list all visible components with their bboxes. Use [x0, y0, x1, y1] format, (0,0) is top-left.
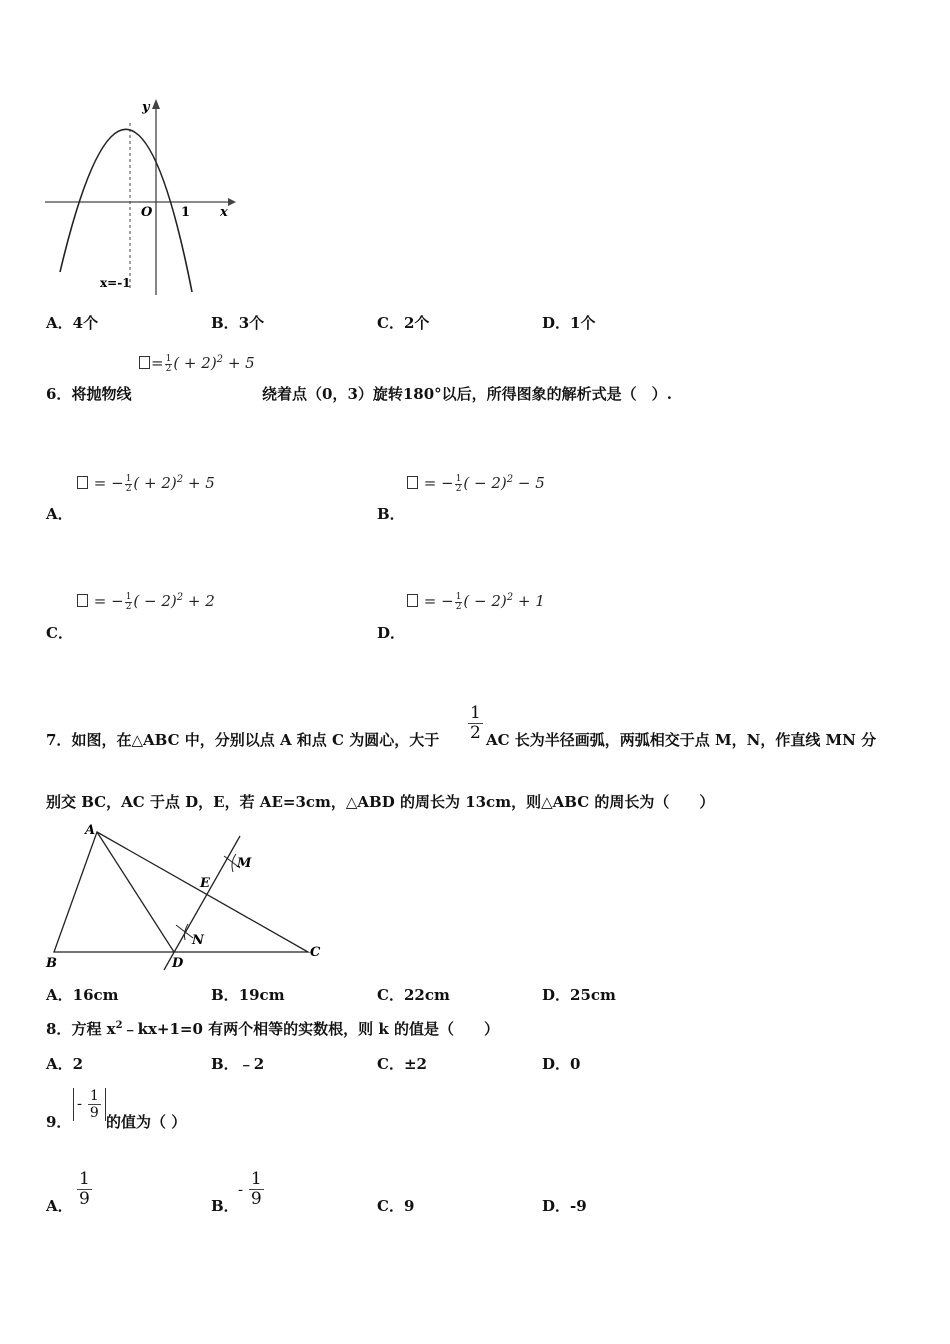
q9-stem-suffix: 的值为（ ） [106, 1113, 187, 1131]
origin-label: O [141, 205, 153, 220]
q8-option-d[interactable]: D．0 [542, 1055, 581, 1073]
q9-option-a-letter[interactable]: A． [46, 1197, 73, 1215]
q9-number: 9． [46, 1113, 72, 1131]
q6-number: 6． [46, 385, 72, 403]
q7-option-b[interactable]: B．19cm [211, 986, 285, 1004]
q7-option-a[interactable]: A．16cm [46, 986, 119, 1004]
x-axis-arrow [228, 198, 236, 206]
label-n: N [192, 933, 204, 948]
q9-option-c[interactable]: C．9 [377, 1197, 415, 1215]
q7-stem-line1-right: AC 长为半径画弧，两弧相交于点 M，N，作直线 MN 分 [486, 731, 877, 749]
q8-stem: 8．方程 $x^2﹣kx+1=0$ 有两个相等的实数根，则 k 的值是（ ） [46, 1020, 499, 1038]
y-axis-arrow [152, 99, 160, 109]
q5-option-d[interactable]: D．1个 [542, 314, 596, 332]
q6-option-b-formula: = − $\frac{1}{2}$ ( − 2)$^2$ − 5 [406, 474, 545, 494]
label-e: E [200, 876, 210, 891]
label-a: A [85, 823, 96, 838]
line-mn [164, 836, 240, 970]
label-m: M [237, 856, 252, 871]
triangle-abc [54, 832, 308, 952]
q9-option-d[interactable]: D．-9 [542, 1197, 587, 1215]
triangle-figure [40, 820, 340, 975]
q5-option-b[interactable]: B．3个 [211, 314, 265, 332]
parabola-graph [40, 95, 240, 300]
q9-abs-expression: - $\frac{1}{9}$ [73, 1088, 106, 1121]
q6-stem-left: 6．将抛物线 [46, 385, 132, 403]
label-b: B [46, 956, 57, 971]
q6-option-d-formula: = − $\frac{1}{2}$ ( − 2)$^2$ + 1 [406, 592, 545, 612]
q9-option-b-letter[interactable]: B． [211, 1197, 239, 1215]
q8-option-c[interactable]: C．±2 [377, 1055, 427, 1073]
q7-stem-line1-left: 7．如图，在△ABC 中，分别以点 A 和点 C 为圆心，大于 [46, 731, 440, 749]
q8-option-a[interactable]: A．2 [46, 1055, 84, 1073]
y-axis-label: y [142, 100, 150, 115]
arc-mark-n [176, 924, 193, 940]
parabola-curve [60, 129, 192, 292]
q6-option-a[interactable]: A． [46, 505, 73, 523]
x-axis-label: x [220, 205, 228, 220]
axis-line-label: x=-1 [100, 276, 131, 290]
q6-given-formula: = $\frac{1}{2}$ ( + 2)$^2$ + 5 [138, 354, 255, 374]
q7-half-fraction: $\frac{1}{2}$ [470, 703, 481, 743]
q8-option-b[interactable]: B．﹣2 [211, 1055, 265, 1073]
q9-option-a-fraction: $\frac{1}{9}$ [79, 1169, 90, 1209]
q6-option-d[interactable]: D． [377, 624, 406, 642]
q6-option-b[interactable]: B． [377, 505, 405, 523]
q5-option-a[interactable]: A．4个 [46, 314, 99, 332]
segment-ad [97, 832, 174, 952]
q6-stem-right: 绕着点（0，3）旋转180°以后，所得图象的解析式是（ ）. [262, 385, 672, 403]
q6-option-c[interactable]: C． [46, 624, 73, 642]
tick-label-one: 1 [181, 205, 191, 220]
q5-option-c[interactable]: C．2个 [377, 314, 430, 332]
label-c: C [310, 945, 321, 960]
q6-option-a-formula: = − $\frac{1}{2}$ ( + 2)$^2$ + 5 [76, 474, 215, 494]
label-d: D [172, 956, 184, 971]
q7-number: 7． [46, 731, 72, 749]
q9-option-b-fraction: - $\frac{1}{9}$ [238, 1169, 262, 1209]
q8-number: 8． [46, 1020, 72, 1038]
q7-stem-line2: 别交 BC，AC 于点 D，E，若 AE=3cm，△ABD 的周长为 13cm，则△ABC 的周长为（ ） [46, 793, 715, 811]
q7-option-c[interactable]: C．22cm [377, 986, 450, 1004]
q6-option-c-formula: = − $\frac{1}{2}$ ( − 2)$^2$ + 2 [76, 592, 215, 612]
q7-option-d[interactable]: D．25cm [542, 986, 616, 1004]
